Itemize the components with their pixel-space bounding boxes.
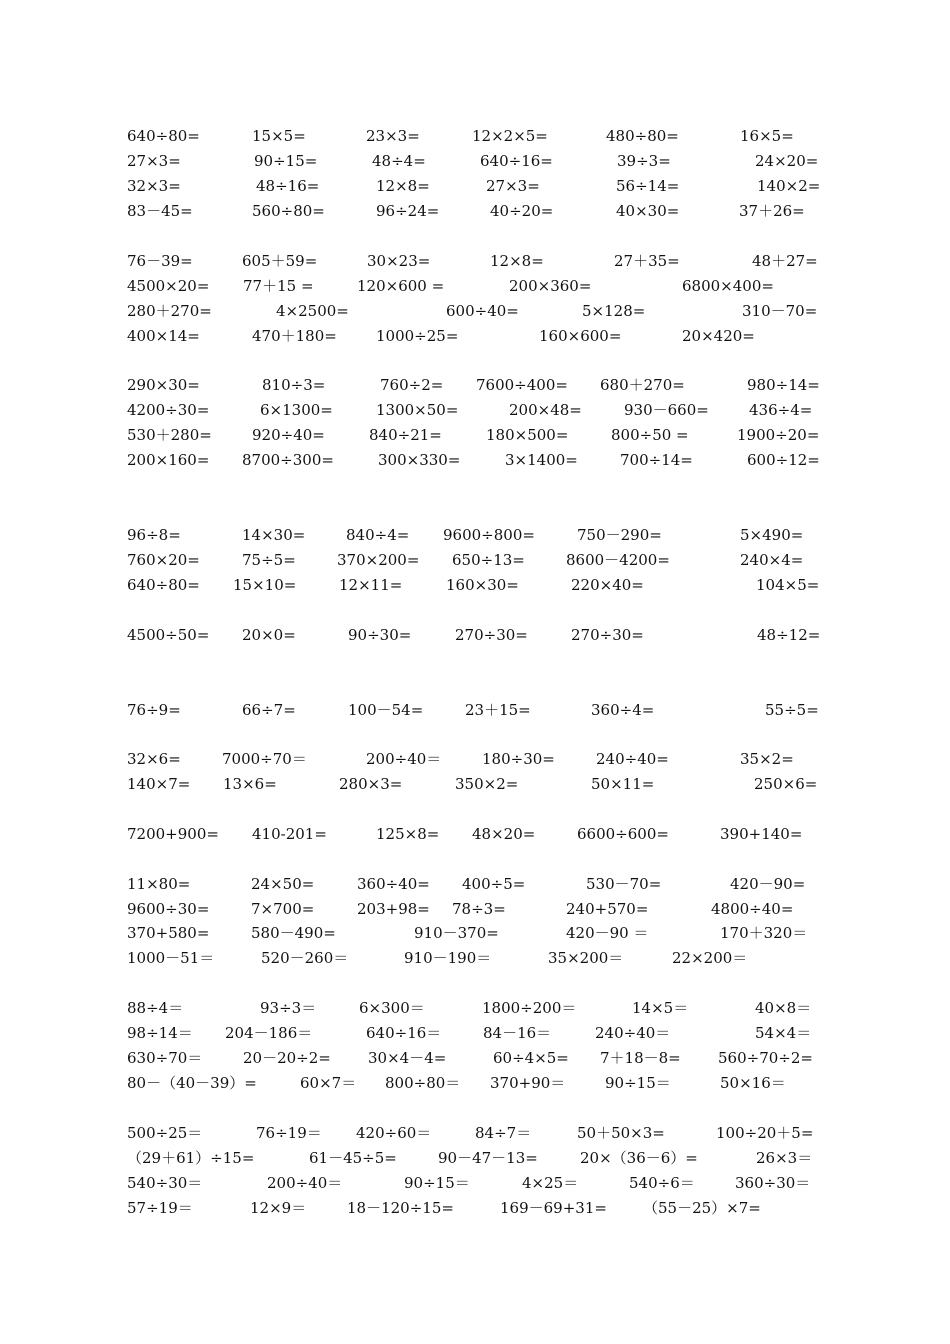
- math-problem: 7600÷400=: [476, 376, 568, 394]
- math-problem: 240×4=: [740, 551, 804, 569]
- math-problem: 1900÷20=: [737, 426, 820, 444]
- math-problem: 75÷5=: [242, 551, 296, 569]
- math-problem: 22×200＝: [672, 949, 748, 967]
- math-problem: 125×8=: [376, 825, 440, 843]
- problem-row: [0, 1072, 950, 1094]
- math-problem: 240÷40=: [596, 750, 669, 768]
- problem-row: [0, 424, 950, 446]
- math-problem: 60÷4×5=: [493, 1049, 569, 1067]
- math-problem: 76÷19＝: [256, 1124, 322, 1142]
- problem-row: [0, 300, 950, 322]
- math-problem: 120×600 =: [357, 277, 445, 295]
- math-problem: 27×3=: [127, 152, 181, 170]
- math-problem: 560÷70÷2=: [718, 1049, 813, 1067]
- math-problem: 12×2×5=: [472, 127, 548, 145]
- math-problem: 840÷4=: [346, 526, 410, 544]
- math-problem: 7200+900=: [127, 825, 219, 843]
- math-problem: 100－54=: [348, 701, 424, 719]
- math-problem: 200×360=: [509, 277, 592, 295]
- math-problem: 420－90 ＝: [566, 924, 649, 942]
- problem-row: [0, 399, 950, 421]
- math-problem: 40×30=: [616, 202, 680, 220]
- math-problem: 48÷16=: [256, 177, 320, 195]
- math-problem: 600÷12=: [747, 451, 820, 469]
- math-problem: 180×500=: [486, 426, 569, 444]
- math-problem: 280×3=: [339, 775, 403, 793]
- math-problem: 4×25＝: [522, 1174, 579, 1192]
- math-problem: 12×9＝: [250, 1199, 307, 1217]
- math-problem: 35×2=: [740, 750, 794, 768]
- problem-row: [0, 748, 950, 770]
- problem-row: [0, 250, 950, 272]
- math-problem: 760×20=: [127, 551, 200, 569]
- math-problem: 6×300＝: [359, 999, 425, 1017]
- math-problem: 7000÷70＝: [222, 750, 307, 768]
- problem-row: [0, 524, 950, 546]
- math-problem: 100÷20＋5=: [716, 1124, 814, 1142]
- math-problem: 530＋280=: [127, 426, 212, 444]
- math-problem: 360÷4=: [591, 701, 655, 719]
- math-problem: 500÷25＝: [127, 1124, 203, 1142]
- math-problem: 48÷4=: [372, 152, 426, 170]
- math-problem: 4200÷30=: [127, 401, 210, 419]
- problem-row: [0, 325, 950, 347]
- math-problem: 520－260＝: [261, 949, 349, 967]
- math-problem: 470＋180=: [252, 327, 337, 345]
- math-problem: 27×3=: [486, 177, 540, 195]
- math-problem: 605＋59=: [242, 252, 318, 270]
- math-problem: 910－190＝: [404, 949, 492, 967]
- math-problem: 200÷40＝: [366, 750, 442, 768]
- math-problem: 83－45=: [127, 202, 193, 220]
- math-problem: 50×11=: [591, 775, 655, 793]
- math-problem: 760÷2=: [380, 376, 444, 394]
- math-problem: 5×128=: [582, 302, 646, 320]
- problem-row: [0, 1022, 950, 1044]
- math-problem: 7＋18－8=: [600, 1049, 681, 1067]
- math-problem: 48÷12=: [757, 626, 821, 644]
- math-problem: 700÷14=: [620, 451, 693, 469]
- problem-row: [0, 549, 950, 571]
- math-problem: 20×（36－6）=: [580, 1149, 698, 1167]
- math-problem: 4500×20=: [127, 277, 210, 295]
- math-problem: 930－660=: [624, 401, 709, 419]
- math-problem: 61－45÷5=: [309, 1149, 397, 1167]
- math-problem: 50＋50×3=: [577, 1124, 665, 1142]
- problem-row: [0, 624, 950, 646]
- math-problem: 160×30=: [446, 576, 519, 594]
- math-problem: 204－186＝: [225, 1024, 313, 1042]
- math-problem: 370+580=: [127, 924, 210, 942]
- math-problem: 78÷3=: [452, 900, 506, 918]
- math-problem: 170＋320＝: [720, 924, 808, 942]
- problem-row: [0, 1122, 950, 1144]
- math-problem: 580－490=: [251, 924, 336, 942]
- math-problem: 810÷3=: [262, 376, 326, 394]
- math-problem: 800÷80＝: [385, 1074, 461, 1092]
- math-problem: 32×6=: [127, 750, 181, 768]
- math-problem: 27＋35=: [614, 252, 680, 270]
- math-problem: 84－16＝: [483, 1024, 552, 1042]
- math-problem: 40÷20=: [490, 202, 554, 220]
- math-problem: 14×30=: [242, 526, 306, 544]
- math-problem: 15×10=: [233, 576, 297, 594]
- math-problem: 640÷16=: [480, 152, 553, 170]
- math-problem: 200÷40＝: [267, 1174, 343, 1192]
- math-problem: 6×1300=: [260, 401, 333, 419]
- math-problem: 160×600=: [539, 327, 622, 345]
- math-problem: 420÷60＝: [356, 1124, 432, 1142]
- math-problem: 90－47－13=: [438, 1149, 538, 1167]
- math-problem: 56÷14=: [616, 177, 680, 195]
- math-problem: 9600÷800=: [443, 526, 535, 544]
- math-problem: 360÷40=: [357, 875, 430, 893]
- math-problem: 169－69+31=: [500, 1199, 607, 1217]
- math-problem: 640÷80=: [127, 576, 200, 594]
- problem-row: [0, 374, 950, 396]
- math-problem: 250×6=: [754, 775, 818, 793]
- math-problem: 90÷15=: [254, 152, 318, 170]
- problem-row: [0, 922, 950, 944]
- math-problem: 54×4＝: [755, 1024, 812, 1042]
- math-problem: 48×20=: [472, 825, 536, 843]
- math-problem: 55÷5=: [765, 701, 819, 719]
- problem-row: [0, 150, 950, 172]
- math-problem: 410-201=: [252, 825, 327, 843]
- problem-row: [0, 699, 950, 721]
- math-problem: 290×30=: [127, 376, 200, 394]
- math-problem: 4800÷40=: [711, 900, 794, 918]
- math-problem: 180÷30=: [482, 750, 555, 768]
- math-problem: 800÷50 =: [611, 426, 689, 444]
- problem-row: [0, 175, 950, 197]
- math-problem: 6600÷600=: [577, 825, 669, 843]
- math-problem: 11×80=: [127, 875, 191, 893]
- math-problem: 4×2500=: [276, 302, 349, 320]
- math-problem: 436÷4=: [749, 401, 813, 419]
- math-problem: 90÷15＝: [404, 1174, 470, 1192]
- math-problem: 3×1400=: [505, 451, 578, 469]
- problem-row: [0, 947, 950, 969]
- math-problem: 280＋270=: [127, 302, 212, 320]
- math-problem: 50×16＝: [720, 1074, 786, 1092]
- math-problem: 640÷80=: [127, 127, 200, 145]
- math-problem: 400÷5=: [462, 875, 526, 893]
- math-problem: 57÷19＝: [127, 1199, 193, 1217]
- problem-row: [0, 574, 950, 596]
- math-problem: 20×0=: [242, 626, 296, 644]
- math-problem: 910－370=: [414, 924, 499, 942]
- math-problem: 370×200=: [337, 551, 420, 569]
- math-problem: 270÷30=: [571, 626, 644, 644]
- math-problem: 630÷70＝: [127, 1049, 203, 1067]
- math-problem: 15×5=: [252, 127, 306, 145]
- math-problem: 12×8=: [376, 177, 430, 195]
- problem-row: [0, 997, 950, 1019]
- problem-row: [0, 275, 950, 297]
- math-problem: 88÷4＝: [127, 999, 184, 1017]
- math-problem: 200×48=: [509, 401, 582, 419]
- math-problem: 680＋270=: [600, 376, 685, 394]
- problem-row: [0, 1147, 950, 1169]
- problem-row: [0, 200, 950, 222]
- math-problem: 750－290=: [577, 526, 662, 544]
- math-problem: 48＋27=: [752, 252, 818, 270]
- math-problem: 7×700=: [251, 900, 315, 918]
- math-problem: 240+570=: [566, 900, 649, 918]
- problem-row: [0, 823, 950, 845]
- math-problem: 93÷3＝: [260, 999, 317, 1017]
- math-problem: 24×50=: [251, 875, 315, 893]
- math-problem: 480÷80=: [606, 127, 679, 145]
- problem-row: [0, 449, 950, 471]
- math-problem: 6800×400=: [682, 277, 774, 295]
- math-problem: 20－20÷2=: [243, 1049, 331, 1067]
- math-problem: 1000÷25=: [376, 327, 459, 345]
- problem-row: [0, 898, 950, 920]
- math-problem: 420－90=: [730, 875, 806, 893]
- math-problem: 12×8=: [490, 252, 544, 270]
- math-problem: 37＋26=: [739, 202, 805, 220]
- math-problem: 370+90＝: [490, 1074, 566, 1092]
- math-problem: 530－70=: [586, 875, 662, 893]
- math-problem: 84÷7＝: [475, 1124, 532, 1142]
- math-problem: 30×23=: [367, 252, 431, 270]
- math-problem: 920÷40=: [252, 426, 325, 444]
- math-problem: 12×11=: [339, 576, 403, 594]
- math-problem: 104×5=: [756, 576, 820, 594]
- math-problem: 80－（40－39）=: [127, 1074, 257, 1092]
- math-problem: 220×40=: [571, 576, 644, 594]
- math-problem: 540÷6＝: [629, 1174, 695, 1192]
- math-problem: 66÷7=: [242, 701, 296, 719]
- math-problem: 1800÷200＝: [482, 999, 577, 1017]
- math-problem: 8700÷300=: [242, 451, 334, 469]
- math-problem: 90÷30=: [348, 626, 412, 644]
- math-problem: 200×160=: [127, 451, 210, 469]
- math-problem: 140×7=: [127, 775, 191, 793]
- math-problem: 980÷14=: [747, 376, 820, 394]
- math-problem: （55－25）×7=: [643, 1199, 761, 1217]
- math-problem: 32×3=: [127, 177, 181, 195]
- math-problem: 24×20=: [755, 152, 819, 170]
- math-problem: 35×200＝: [548, 949, 624, 967]
- math-problem: 1000－51＝: [127, 949, 215, 967]
- math-problem: 26×3＝: [756, 1149, 813, 1167]
- math-problem: 76÷9=: [127, 701, 181, 719]
- math-problem: 360÷30＝: [735, 1174, 811, 1192]
- math-problem: 1300×50=: [376, 401, 459, 419]
- math-problem: 8600－4200=: [566, 551, 670, 569]
- math-problem: 13×6=: [223, 775, 277, 793]
- math-problem: 640÷16＝: [366, 1024, 442, 1042]
- math-problem: 96÷24=: [376, 202, 440, 220]
- math-problem: 650÷13=: [452, 551, 525, 569]
- math-problem: 560÷80=: [252, 202, 325, 220]
- problem-row: [0, 125, 950, 147]
- problem-row: [0, 873, 950, 895]
- problem-row: [0, 1172, 950, 1194]
- math-problem: 5×490=: [740, 526, 804, 544]
- math-problem: 18－120÷15=: [347, 1199, 454, 1217]
- math-problem: 203+98=: [357, 900, 430, 918]
- math-problem: 350×2=: [455, 775, 519, 793]
- math-problem: 400×14=: [127, 327, 200, 345]
- math-problem: 23×3=: [366, 127, 420, 145]
- math-problem: 540÷30＝: [127, 1174, 203, 1192]
- math-problem: 76－39=: [127, 252, 193, 270]
- math-problem: （29＋61）÷15=: [127, 1149, 255, 1167]
- math-problem: 40×8＝: [755, 999, 812, 1017]
- math-problem: 310－70=: [742, 302, 818, 320]
- math-problem: 4500÷50=: [127, 626, 210, 644]
- math-problem: 23＋15=: [465, 701, 531, 719]
- math-problem: 39÷3=: [617, 152, 671, 170]
- math-problem: 140×2=: [757, 177, 821, 195]
- math-problem: 270÷30=: [455, 626, 528, 644]
- math-problem: 90÷15＝: [605, 1074, 671, 1092]
- math-problem: 20×420=: [682, 327, 755, 345]
- math-problem: 16×5=: [740, 127, 794, 145]
- problem-row: [0, 773, 950, 795]
- math-problem: 98÷14＝: [127, 1024, 193, 1042]
- math-problem: 96÷8=: [127, 526, 181, 544]
- math-problem: 9600÷30=: [127, 900, 210, 918]
- math-problem: 77＋15 =: [243, 277, 314, 295]
- problem-row: [0, 1197, 950, 1219]
- math-problem: 60×7＝: [300, 1074, 357, 1092]
- math-problem: 240÷40＝: [595, 1024, 671, 1042]
- math-problem: 840÷21=: [369, 426, 442, 444]
- math-problem: 30×4－4=: [368, 1049, 447, 1067]
- math-problem: 600÷40=: [446, 302, 519, 320]
- math-problem: 14×5＝: [632, 999, 689, 1017]
- math-problem: 300×330=: [378, 451, 461, 469]
- problem-row: [0, 1047, 950, 1069]
- math-problem: 390+140=: [720, 825, 803, 843]
